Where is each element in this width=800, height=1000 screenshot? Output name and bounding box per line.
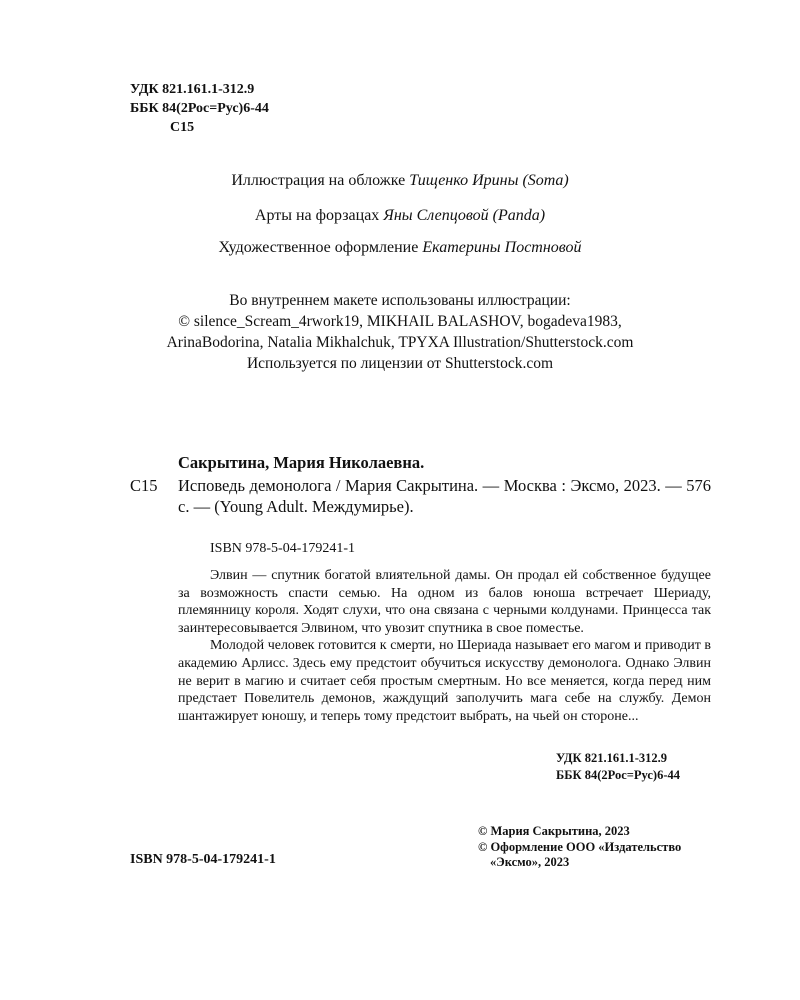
- copyright-block: [478, 824, 681, 871]
- copyright-line: «Эксмо», 2023: [490, 855, 570, 869]
- annotation-paragraph: Молодой человек готовится к смерти, но Шериада называет его магом и приводит в академию Арлисс. Здесь ему предстоит обучиться искусству демонолога. Однако Элвин не верит в магию и считает себя простым смертным. Но все меняется, когда перед ним предстает Повелитель демонов, жаждущий заполучить мага себе на службу. Демон шантажирует юношу, и теперь тому предстоит выбрать, на чьей он стороне...: [178, 638, 711, 724]
- illustrations-line: Во внутреннем макете использованы иллюстрации:: [229, 292, 571, 309]
- udk-code: УДК 821.161.1-312.9: [556, 751, 667, 765]
- credit-label: Иллюстрация на обложке: [231, 172, 406, 189]
- bbk-code: ББК 84(2Рос=Рус)6-44: [130, 101, 269, 116]
- endpaper-art-credit: [0, 207, 800, 225]
- udk-code: УДК 821.161.1-312.9: [130, 82, 255, 97]
- author-mark: С15: [170, 120, 195, 135]
- annotation-paragraph: Элвин — спутник богатой влиятельной дамы. Он продал ей собственное будущее за возможность спасти семью. На одном из балов юноша встречает Шериаду, племянницу короля. Ходят слухи, что она связана с черными колдунами. Принцесса так заинтересовывается Элвином, что увозит спутника в свое поместье.: [178, 568, 711, 636]
- design-credit: [0, 239, 800, 257]
- credit-name: Яны Слепцовой (Panda): [383, 207, 546, 224]
- udk-block-right: [556, 750, 680, 784]
- credit-name: Екатерины Постновой: [422, 239, 582, 256]
- copyright-line: © Оформление ООО «Издательство: [478, 839, 682, 854]
- illustrations-line: Используется по лицензии от Shutterstock.com: [246, 355, 554, 372]
- credit-label: Художественное оформление: [218, 239, 419, 256]
- credit-label: Арты на форзацах: [254, 207, 380, 224]
- author-mark-left: С15: [130, 476, 158, 495]
- udk-block-top: [130, 80, 269, 137]
- cover-illustration-credit: [0, 172, 800, 190]
- copyright-line: © Мария Сакрытина, 2023: [478, 824, 630, 838]
- isbn-inline: ISBN 978-5-04-179241-1: [210, 541, 356, 556]
- bibliographic-description: Исповедь демонолога / Мария Сакрытина. — Москва : Эксмо, 2023. — 576 с. — (Young Adult. Междумирье).: [178, 476, 711, 516]
- credit-name: Тищенко Ирины (Soma): [409, 172, 569, 189]
- bbk-code: ББК 84(2Рос=Рус)6-44: [556, 768, 680, 782]
- annotation: [178, 567, 711, 725]
- illustrations-line: ArinaBodorina, Natalia Mikhalchuk, TPYXA Illustration/Shutterstock.com: [166, 334, 634, 351]
- illustrations-line: © silence_Scream_4rwork19, MIKHAIL BALASHOV, bogadeva1983,: [178, 313, 622, 330]
- isbn-bottom: ISBN 978-5-04-179241-1: [130, 852, 276, 867]
- illustrations-notice: [0, 290, 800, 374]
- author-heading: Сакрытина, Мария Николаевна.: [178, 453, 425, 472]
